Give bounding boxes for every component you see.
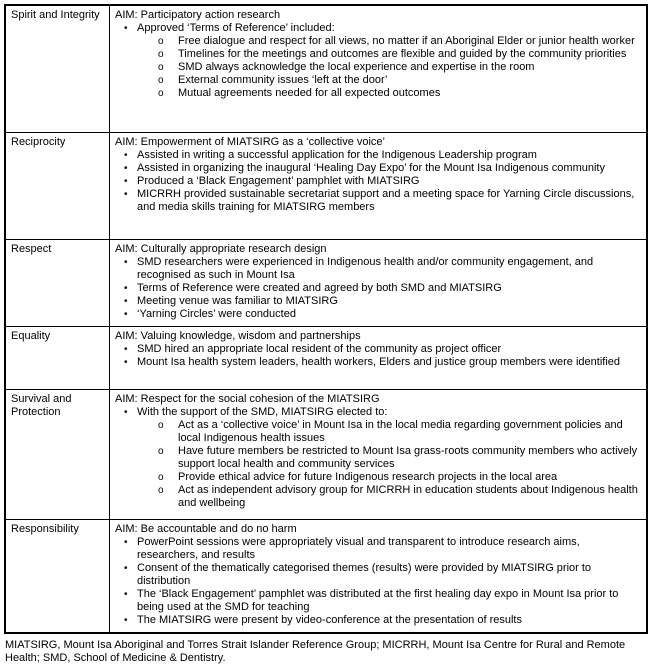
list-item-text: Act as independent advisory group for MICRRH in education students about Indigenous health and wellbeing [178,483,638,509]
detail-cell [110,132,648,239]
aim-text: AIM: Culturally appropriate research design [115,242,327,255]
list-item-text: Produced a ‘Black Engagement’ pamphlet with MIATSIRG [137,174,420,187]
list-item-text: SMD researchers were experienced in Indigenous health and/or community engagement, and recognised as such in Mount Isa [137,255,594,281]
list-item-text: Mutual agreements needed for all expected outcomes [178,87,441,99]
table-row [5,519,647,633]
list-item [124,343,643,356]
list-item-text: Free dialogue and respect for all views, no matter if an Aboriginal Elder or junior health worker [178,35,635,47]
list-item [124,356,643,369]
aim-text: AIM: Respect for the social cohesion of the MIATSIRG [115,392,380,405]
list-item [158,35,643,48]
list-item [158,87,643,100]
principle-cell: Responsibility [5,519,110,633]
list-item [124,295,643,308]
list-item [158,445,643,471]
detail-cell [110,326,648,389]
list-item [124,614,643,627]
list-item [124,188,643,214]
bullet-icon: • [124,295,128,307]
circle-bullet-icon: o [158,471,164,483]
list-item-text: Meeting venue was familiar to MIATSIRG [137,294,338,307]
aim-text: AIM: Be accountable and do no harm [115,522,297,535]
circle-bullet-icon: o [158,88,164,99]
list-item-text: Mount Isa health system leaders, health workers, Elders and justice group members were identified [137,355,621,368]
principle-cell: Respect [5,239,110,326]
list-item-text: Approved ‘Terms of Reference’ included: [137,22,335,34]
list-item [158,48,643,61]
table-body [5,5,647,633]
list-item [124,256,643,282]
list-item-text: Assisted in organizing the inaugural ‘Healing Day Expo’ for the Mount Isa Indigenous community [137,161,605,174]
principle-cell: Reciprocity [5,132,110,239]
list-item-text: With the support of the SMD, MIATSIRG elected to: [137,405,388,418]
bullet-icon: • [124,188,128,200]
list-item-text: The MIATSIRG were present by video-conference at the presentation of results [137,613,522,626]
list-item [124,308,643,321]
bullet-icon: • [124,175,128,187]
list-item [124,562,643,588]
bullet-icon: • [124,356,128,368]
circle-bullet-icon: o [158,419,164,431]
list-item-text: Consent of the thematically categorised themes (results) were provided by MIATSIRG prior to distribution [137,561,592,587]
abbreviations-footnote: MIATSIRG, Mount Isa Aboriginal and Torres Strait Islander Reference Group; MICRRH, Mount Isa Centre for Rural and Remote Health; SMD, School of Medicine & Dentistry. [5,639,626,664]
list-item-text: Terms of Reference were created and agreed by both SMD and MIATSIRG [137,281,502,294]
list-item-text: Timelines for the meetings and outcomes are flexible and guided by the community priorities [178,48,627,60]
bullet-icon: • [124,406,128,418]
table-row [5,5,647,132]
detail-cell [110,5,648,132]
list-item [124,282,643,295]
list-item-text: Provide ethical advice for future Indigenous research projects in the local area [178,470,558,483]
list-item [124,22,643,35]
principle-cell: Equality [5,326,110,389]
list-item-text: Have future members be restricted to Mount Isa grass-roots community members who actively support local health and community services [178,444,638,470]
table-row [5,132,647,239]
detail-cell [110,519,648,633]
list-item [124,162,643,175]
detail-cell [110,389,648,519]
bullet-icon: • [124,149,128,161]
circle-bullet-icon: o [158,62,164,73]
list-item-text: The ‘Black Engagement’ pamphlet was distributed at the first healing day expo in Mount Isa prior to being used at the SMD for teaching [137,587,619,613]
list-item [158,419,643,445]
table-row [5,239,647,326]
list-item-text: Assisted in writing a successful application for the Indigenous Leadership program [137,148,537,161]
list-item [158,484,643,510]
list-item [158,471,643,484]
principle-cell: Survival and Protection [5,389,110,519]
bullet-icon: • [124,308,128,320]
bullet-icon: • [124,536,128,548]
aim-text: AIM: Participatory action research [115,9,281,21]
aim-text: AIM: Empowerment of MIATSIRG as a ‘collective voice’ [115,135,385,148]
list-item-text: PowerPoint sessions were appropriately visual and transparent to introduce research aims, researchers, and results [137,535,580,561]
list-item [158,74,643,87]
table-row [5,326,647,389]
list-item [124,175,643,188]
list-item-text: SMD always acknowledge the local experience and expertise in the room [178,61,535,73]
list-item-text: SMD hired an appropriate local resident of the community as project officer [137,342,502,355]
list-item [124,536,643,562]
circle-bullet-icon: o [158,484,164,496]
list-item [124,149,643,162]
bullet-icon: • [124,614,128,626]
list-item [124,588,643,614]
circle-bullet-icon: o [158,75,164,86]
bullet-icon: • [124,162,128,174]
circle-bullet-icon: o [158,36,164,47]
bullet-icon: • [124,23,128,34]
aim-text: AIM: Valuing knowledge, wisdom and partnerships [115,329,361,342]
list-item-text: MICRRH provided sustainable secretariat support and a meeting space for Yarning Circle discussions, and media skills training for MIATSIRG members [137,187,635,213]
list-item [124,406,643,419]
list-item [158,61,643,74]
ethics-principles-table [4,4,648,634]
bullet-icon: • [124,256,128,268]
principle-cell: Spirit and Integrity [5,5,110,132]
list-item-text: ‘Yarning Circles’ were conducted [137,307,296,320]
bullet-icon: • [124,343,128,355]
list-item-text: External community issues ‘left at the door’ [178,74,388,86]
table-row [5,389,647,519]
detail-cell [110,239,648,326]
bullet-icon: • [124,588,128,600]
bullet-icon: • [124,562,128,574]
circle-bullet-icon: o [158,49,164,60]
list-item-text: Act as a ‘collective voice’ in Mount Isa in the local media regarding government policies and local Indigenous health issues [178,418,623,444]
bullet-icon: • [124,282,128,294]
circle-bullet-icon: o [158,445,164,457]
